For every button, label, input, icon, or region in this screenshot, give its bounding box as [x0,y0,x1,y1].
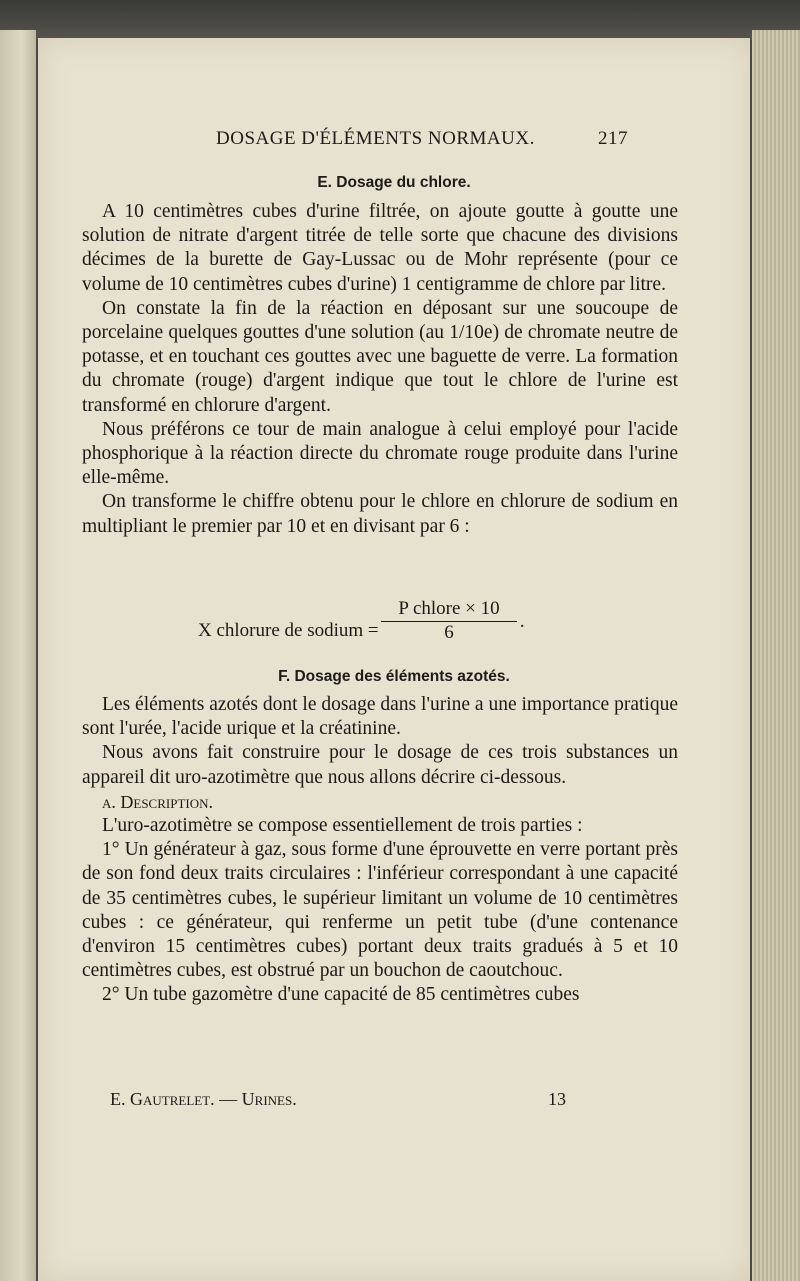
formula-numerator: P chlore × 10 [381,598,517,622]
paragraph: On constate la fin de la réaction en déposant sur une soucoupe de porcelaine quelques gouttes d'une solution (au 1/10e) de chromate neutre de potasse, et en touchant ces gouttes avec une baguette de verre. La formation du chromate (rouge) d'argent indique que tout le chlore de l'urine est transformé en chlorure d'argent. [82,297,678,416]
paragraph: Nous préférons ce tour de main analogue à celui employé pour l'acide phosphorique à la réaction directe du chromate rouge produite dans l'urine elle-même. [82,418,678,489]
paragraph: A 10 centimètres cubes d'urine filtrée, on ajoute goutte à goutte une solution de nitrate d'argent titrée de telle sorte que chacune des divisions décimes de la burette de Gay-Lussac ou de Mohr représente (pour ce volume de 10 centimètres cubes d'urine) 1 centigramme de chlore par litre. [82,201,678,295]
paragraph: L'uro-azotimètre se compose essentiellement de trois parties : [102,815,583,837]
section-title-chlore: E. Dosage du chlore. [317,174,471,191]
paragraph: 1° Un générateur à gaz, sous forme d'une éprouvette en verre portant près de son fond deux traits circulaires : l'inférieur correspondant à une capacité de 35 centimètres cubes, le supérieur limitant un volume de 10 centimètres cubes : ce générateur, qui renferme un petit tube (d'une contenance d'environ 15 centimètres cubes) portant deux traits gradués à 5 et 10 centimètres cubes, est obstrué par un bouchon de caoutchouc. [82,839,678,982]
formula-lhs: X chlorure de sodium = [198,620,379,641]
subsection-label: a. Description. [102,791,214,812]
left-page-edge [0,30,36,1281]
section-title-azotes: F. Dosage des éléments azotés. [278,668,510,685]
paragraph: Nous avons fait construire pour le dosage de ces trois substances un appareil dit uro-azotimètre que nous allons décrire ci-dessous. [82,742,678,788]
section-e-body [82,200,678,539]
book-page [38,38,750,1281]
formula-end: · [519,616,526,637]
paragraph: Les éléments azotés dont le dosage dans l'urine a une importance pratique sont l'urée, l'acide urique et la créatinine. [82,694,678,740]
section-f-body [82,693,678,1008]
formula [38,598,750,662]
running-title: DOSAGE D'ÉLÉMENTS NORMAUX. [216,128,535,149]
formula-denominator: 6 [444,622,454,643]
footer-author: E. Gautrelet. — Urines. [110,1089,297,1109]
page-number: 217 [598,128,628,149]
right-page-stack [752,30,800,1281]
paragraph: 2° Un tube gazomètre d'une capacité de 85 centimètres cubes [102,984,580,1006]
running-head [38,128,750,152]
page-footer [38,1089,750,1113]
paragraph: On transforme le chiffre obtenu pour le chlore en chlorure de sodium en multipliant le premier par 10 et en divisant par 6 : [82,491,678,537]
signature-mark: 13 [548,1089,566,1109]
formula-fraction [381,598,517,644]
scan-backdrop [0,0,800,40]
